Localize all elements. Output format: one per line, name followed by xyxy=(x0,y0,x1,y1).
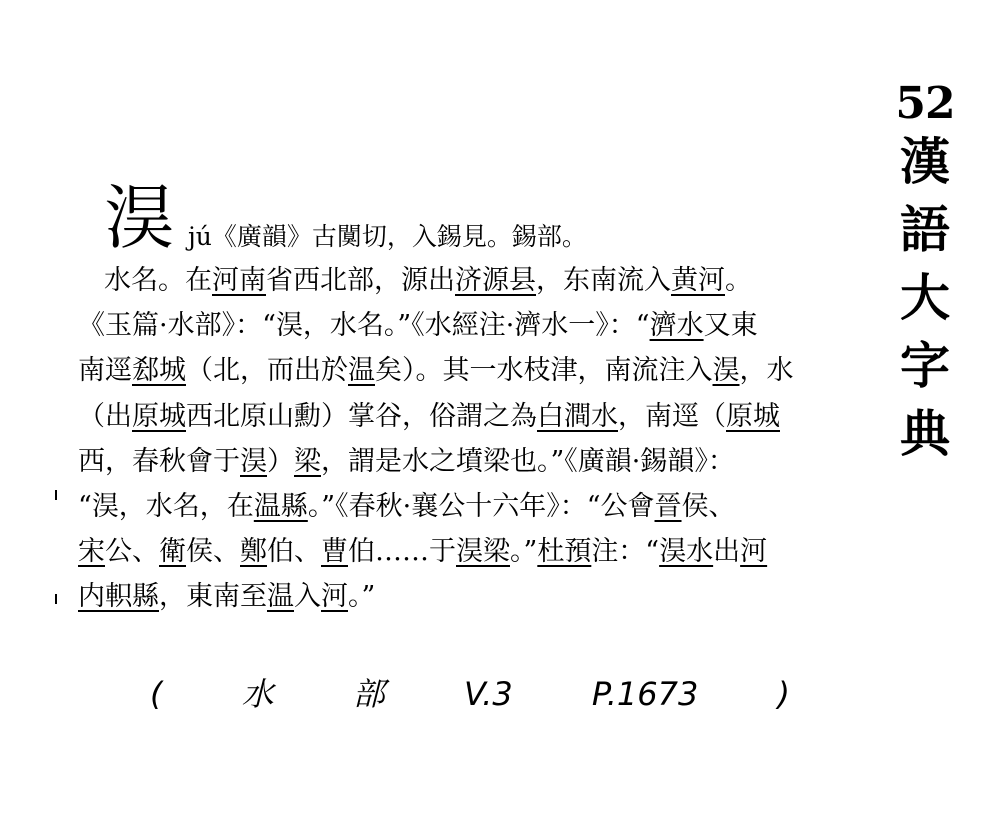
note-volume: V.3 xyxy=(463,675,513,713)
note-open-paren: ( xyxy=(150,675,163,713)
volume-number: 52 xyxy=(895,78,955,129)
entry-line-8: 内軹縣，東南至温入河。” xyxy=(78,581,376,613)
entry-line-3: 南逕郄城（北，而出於温矣）。其一水枝津，南流注入淏，水 xyxy=(78,355,794,387)
title-char-4: 字 xyxy=(900,336,950,395)
entry-line-2: 《玉篇·水部》：“淏，水名。”《水經注·濟水一》：“濟水又東 xyxy=(78,310,758,342)
entry-line-4: （出原城西北原山勳）掌谷，俗謂之為白澗水，南逕（原城 xyxy=(78,400,780,432)
note-close-paren: ) xyxy=(777,675,790,713)
entry-header xyxy=(78,170,868,258)
entry-line-1: 水名。在河南省西北部，源出济源县，东南流入黄河。 xyxy=(104,265,752,296)
entry-line-7: 宋公、衛侯、鄭伯、曹伯……于淏梁。”杜預注：“淏水出河 xyxy=(78,536,768,568)
entry-line-5: 西，春秋會于淏）梁，謂是水之墳梁也。”《廣韻·錫韻》： xyxy=(78,445,735,477)
note-section: 部 xyxy=(352,675,385,713)
dictionary-entry xyxy=(78,170,868,620)
margin-tick-mark xyxy=(55,594,57,604)
title-char-1: 漢 xyxy=(900,132,950,191)
dictionary-title-vertical xyxy=(885,80,965,468)
margin-tick-mark xyxy=(55,490,57,500)
pronunciation-line: jú《廣韻》古闃切，入錫見。錫部。 xyxy=(188,222,587,251)
entry-line-6: “淏，水名，在温縣。”《春秋·襄公十六年》：“公會晉侯、 xyxy=(78,490,736,522)
title-char-5: 典 xyxy=(900,404,950,463)
handwritten-source-note xyxy=(150,672,790,716)
note-page: P.1673 xyxy=(591,675,699,713)
title-char-3: 大 xyxy=(900,268,950,327)
headword-character: 淏 xyxy=(104,177,174,259)
note-radical: 水 xyxy=(241,675,274,713)
title-char-2: 語 xyxy=(900,200,950,259)
